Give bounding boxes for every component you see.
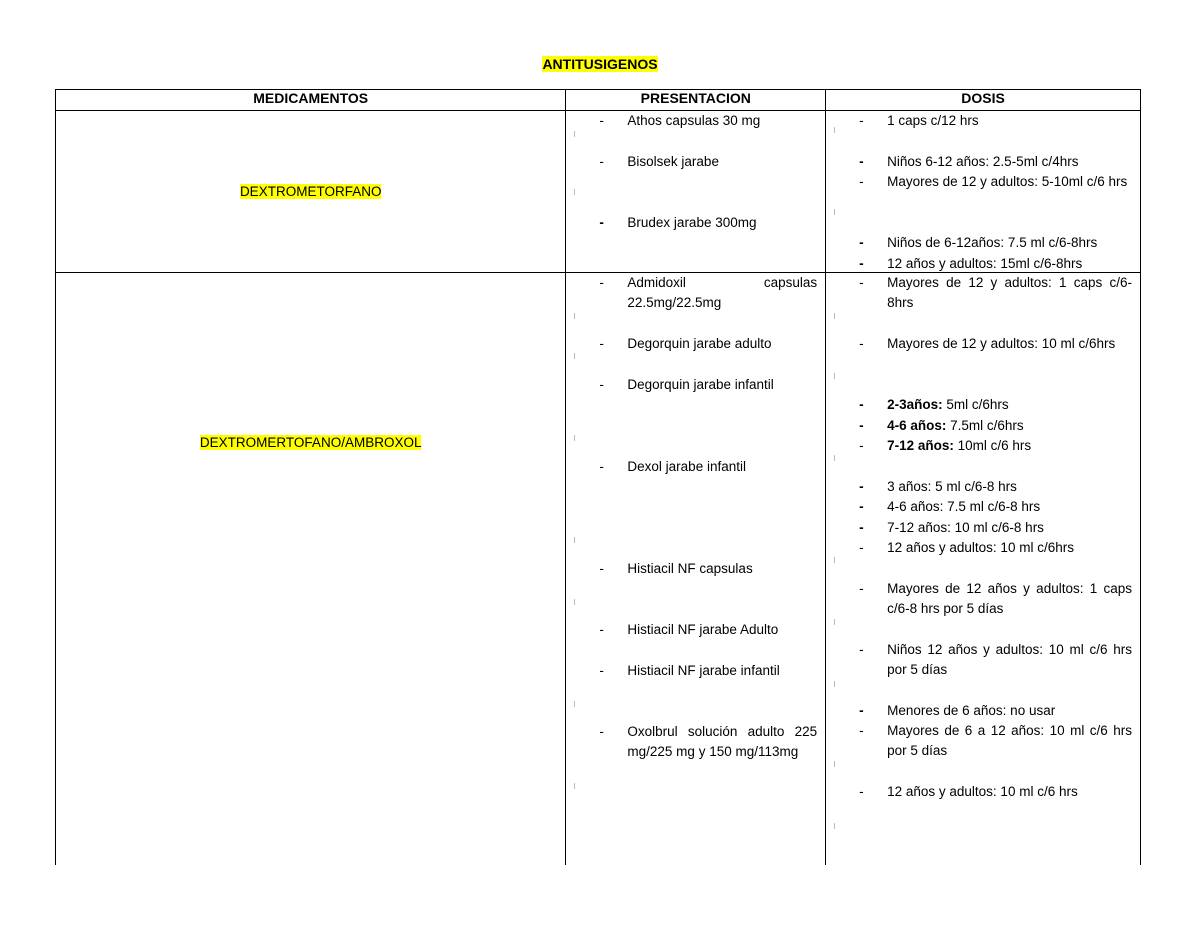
list-item: - 1 caps c/12 hrs [859,113,979,128]
list-item: - Niños de 6-12años: 7.5 ml c/6-8hrs [859,235,1098,250]
medicamento-cell [56,111,566,273]
header-dosis: DOSIS [826,90,1141,111]
list-item: - Mayores de 12 y adultos: 5-10ml c/6 hrs [859,174,1128,189]
list-item: - Menores de 6 años: no usar [859,703,1056,718]
list-item: - Degorquin jarabe infantil [599,377,774,392]
list-item: - Histiacil NF jarabe Adulto [599,622,779,637]
list-item: - Mayores de 12 y adultos: 10 ml c/6hrs [859,336,1116,351]
list-item: - Mayores de 12 años y adultos: 1 caps c/6-8 hrs por 5 días [859,581,1132,617]
table-row [56,111,1141,273]
list-item: - Dexol jarabe infantil [599,459,746,474]
table-row [56,273,1141,865]
list-item: - Athos capsulas 30 mg [599,113,761,128]
list-item: - Oxolbrul solución adulto 225 mg/225 mg y 150 mg/113mg [599,724,818,760]
list-item: - Mayores de 12 y adultos: 1 caps c/6-8hrs [859,275,1132,311]
list-item: - 4-6 años: 7.5 ml c/6-8 hrs [859,499,1041,514]
list-item: - 4-6 años: 7.5ml c/6hrs [859,418,1024,433]
document-title [0,56,1200,72]
header-medicamentos: MEDICAMENTOS [56,90,566,111]
list-item: - 3 años: 5 ml c/6-8 hrs [859,479,1017,494]
dosis-cell [826,273,1141,865]
document-title-text: ANTITUSIGENOS [542,56,658,72]
list-item: - Histiacil NF capsulas [599,561,753,576]
medicamento-cell [56,273,566,865]
list-item: - 12 años y adultos: 15ml c/6-8hrs [859,256,1083,271]
dosis-cell [826,111,1141,273]
presentacion-cell [566,273,826,865]
list-item: - Niños 6-12 años: 2.5-5ml c/4hrs [859,154,1079,169]
list-item: - 7-12 años: 10 ml c/6-8 hrs [859,520,1044,535]
list-item: - 12 años y adultos: 10 ml c/6 hrs [859,784,1078,799]
medicamento-name: DEXTROMERTOFANO/AMBROXOL [199,435,422,451]
list-item: - Brudex jarabe 300mg [599,215,757,230]
antitusigenos-table [55,89,1141,865]
list-item: - Degorquin jarabe adulto [599,336,772,351]
presentacion-cell [566,111,826,273]
medicamento-name: DEXTROMETORFANO [239,184,382,199]
header-presentacion: PRESENTACION [566,90,826,111]
list-item: - 12 años y adultos: 10 ml c/6hrs [859,540,1074,555]
list-item: - Niños 12 años y adultos: 10 ml c/6 hrs por 5 días [859,642,1132,678]
list-item: - Admidoxil capsulas 22.5mg/22.5mg [599,275,818,311]
table-header-row [56,90,1141,111]
list-item: - Histiacil NF jarabe infantil [599,663,780,678]
list-item: - 2-3años: 5ml c/6hrs [859,397,1009,412]
list-item: - Mayores de 6 a 12 años: 10 ml c/6 hrs por 5 días [859,723,1132,759]
list-item: - 7-12 años: 10ml c/6 hrs [859,438,1032,453]
list-item: - Bisolsek jarabe [599,154,719,169]
